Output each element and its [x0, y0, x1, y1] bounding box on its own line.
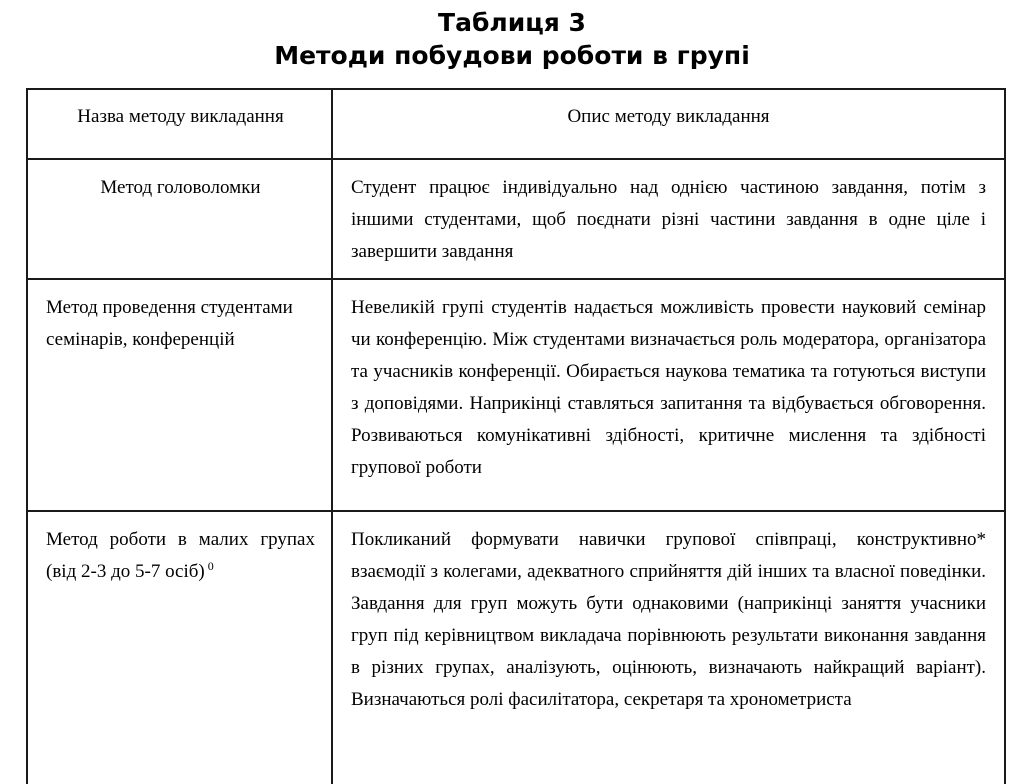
method-name-text: Метод роботи в малих групах (від 2-3 до 5-7 осіб)	[46, 529, 315, 582]
table-cell-method-name	[27, 159, 332, 279]
table-row	[27, 159, 1005, 279]
column-header-method-name: Назва методу викладання	[77, 106, 284, 127]
table-cell-method-description	[332, 159, 1005, 279]
method-description-text: Покликаний формувати навички групової співпраці, конструктивно* взаємодії з колегами, адекватного сприйняття дій інших та власної поведінки. Завдання для груп можуть бути однаковими (наприкінці заняття учасники груп під керівництвом викладача порівнюють результати виконання завдання в різних групах, аналізують, оцінюють, визначають найкращий варіант). Визначаються ролі фасилітатора, секретаря та хронометриста	[351, 529, 986, 710]
method-name-text: Метод головоломки	[100, 177, 261, 198]
methods-table-container	[26, 88, 1004, 784]
footnote-marker: 0	[207, 558, 214, 573]
title-line-table-caption: Методи побудови роботи в групі	[274, 41, 750, 70]
method-name-text: Метод проведення студентами семінарів, конференцій	[46, 297, 293, 350]
methods-table	[26, 88, 1006, 784]
table-cell-method-description	[332, 279, 1005, 511]
table-header-cell-name	[27, 89, 332, 159]
table-cell-method-name	[27, 511, 332, 784]
table-header-row	[27, 89, 1005, 159]
method-description-text: Студент працює індивідуально над однією частиною завдання, потім з іншими студентами, щоб поєднати різні частини завдання в одне ціле і завершити завдання	[351, 177, 986, 262]
title-line-table-number: Таблиця 3	[438, 8, 586, 37]
column-header-method-description: Опис методу викладання	[567, 106, 770, 127]
table-row	[27, 511, 1005, 784]
method-name-cell	[28, 512, 331, 598]
table-header-cell-description	[332, 89, 1005, 159]
table-cell-method-name	[27, 279, 332, 511]
document-title	[0, 0, 1024, 72]
method-description-text: Невеликій групі студентів надається можливість провести науковий семінар чи конференцію. Між студентами визначається роль модератора, організатора та учасників конференції. Обирається наукова тематика та готуються виступи з доповідями. Наприкінці ставляться запитання та відбувається обговорення. Розвиваються комунікативні здібності, критичне мислення та здібності групової роботи	[351, 297, 986, 478]
table-row	[27, 279, 1005, 511]
table-cell-method-description	[332, 511, 1005, 784]
